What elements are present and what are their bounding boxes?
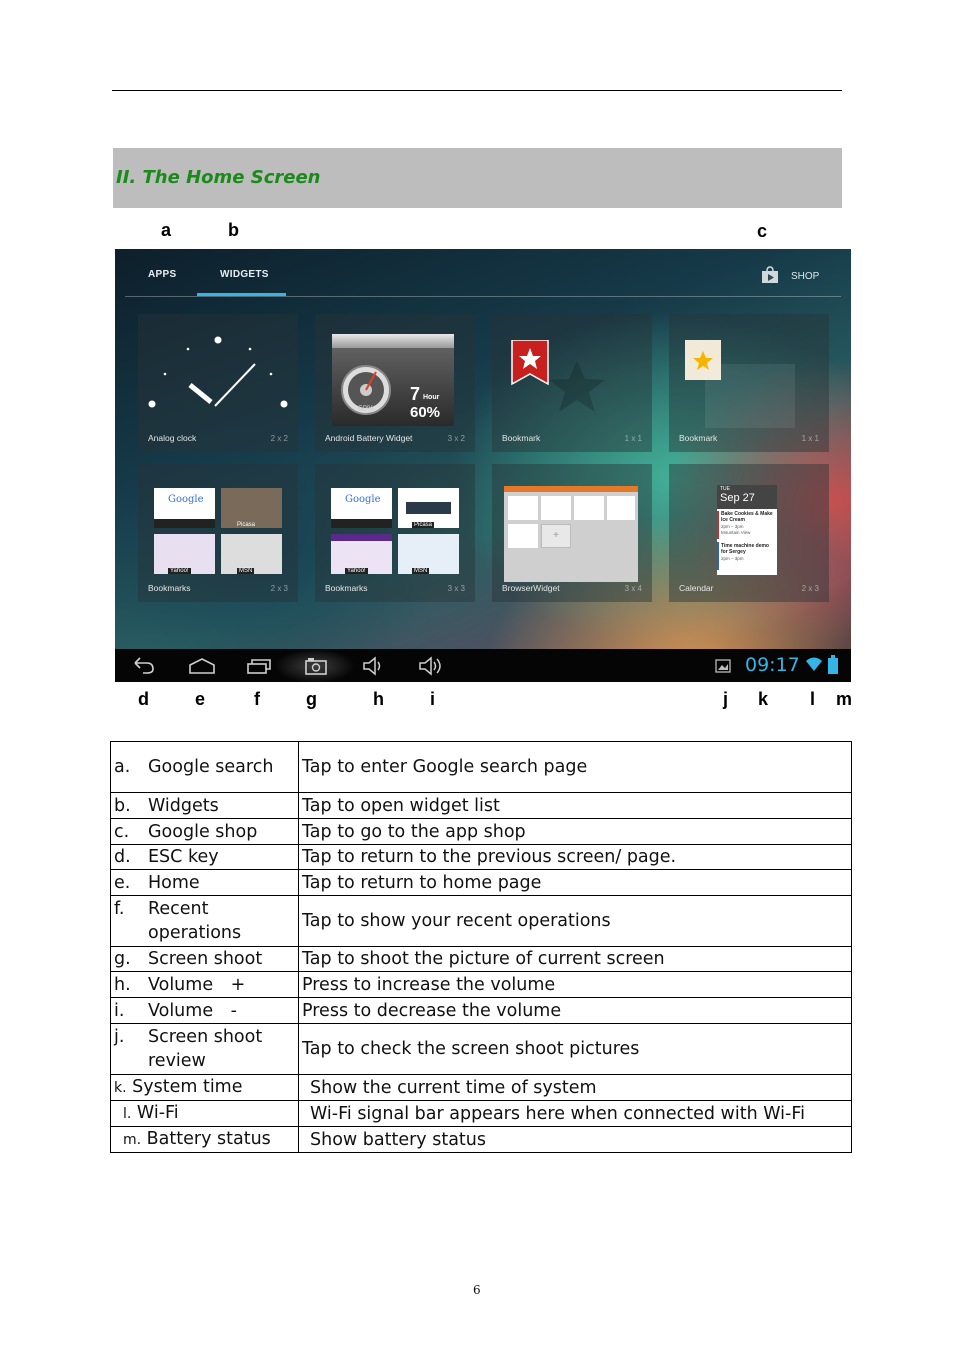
volume-up-icon[interactable] [417,655,445,677]
header-rule [112,90,842,91]
bookmark-ribbon-icon [510,340,550,386]
marker-m: m [836,689,853,709]
table-row: e. Home Tap to return to home page [111,870,852,896]
widget-label: Calendar [679,583,714,593]
widget-size: 3 x 3 [447,584,465,593]
bookmarks-grid: Google Picasa Yahoo! MSN [331,488,459,574]
home-screen-screenshot [115,249,851,682]
marker-j: j [723,689,729,709]
volume-down-icon[interactable] [361,655,387,677]
screenshot-camera-icon[interactable] [303,655,329,677]
table-row: b. Widgets Tap to open widget list [111,793,852,819]
marker-c: c [757,221,768,241]
battery-icon [827,655,839,675]
widget-browser[interactable] [492,464,652,602]
widget-bookmark-1[interactable] [492,314,652,452]
widget-bookmark-2[interactable] [669,314,829,452]
table-row: c. Google shop Tap to go to the app shop [111,819,852,845]
battery-hours-unit: Hour [423,394,440,401]
table-row: h. Volume + Press to increase the volume [111,972,852,998]
table-row: a. Google search Tap to enter Google search page [111,742,852,793]
widget-label: Analog clock [148,433,197,443]
calendar-preview: TUE Sep 27 Bake Cookies & Make Ice Cream 2pm – 3pm Mountain View Time machine demo for Sergey 2pm – 3pm [717,485,777,575]
table-row: j. Screen shoot review Tap to check the screen shoot pictures [111,1024,852,1075]
shop-button[interactable]: SHOP [791,271,820,282]
tab-bar [115,249,851,297]
tab-widgets[interactable]: WIDGETS [220,269,269,280]
table-row: d. ESC key Tap to return to the previous screen/ page. [111,845,852,870]
table-row: l. Wi-Fi Wi-Fi signal bar appears here when connected with Wi-Fi [111,1101,852,1127]
widget-label: Bookmarks [148,583,191,593]
home-screen-keys-table [110,741,852,1153]
widget-size: 3 x 4 [624,584,642,593]
browser-preview: + [504,486,638,582]
marker-f: f [254,689,260,709]
page-number: 6 [473,1283,481,1297]
gallery-image-icon[interactable] [715,658,731,674]
widget-label: Bookmarks [325,583,368,593]
widget-label: Bookmark [502,433,541,443]
widget-bookmarks-2[interactable] [315,464,475,602]
widget-label: Bookmark [679,433,718,443]
widget-label: BrowserWidget [502,583,560,593]
marker-g: g [306,689,317,709]
shop-bag-icon[interactable] [761,266,779,284]
marker-b: b [228,220,239,240]
widget-analog-clock[interactable] [138,314,298,452]
table-row: k. System time Show the current time of system [111,1075,852,1101]
widget-calendar[interactable] [669,464,829,602]
widget-label: Android Battery Widget [325,433,413,443]
star-watermark-icon [547,359,607,414]
home-icon[interactable] [187,655,217,677]
system-nav-bar [115,649,851,682]
marker-d: d [138,689,149,709]
analog-clock-icon [143,322,293,422]
widget-size: 2 x 3 [801,584,819,593]
table-row: f. Recent operations Tap to show your recent operations [111,896,852,947]
table-row: g. Screen shoot Tap to shoot the picture of current screen [111,947,852,972]
section-heading: II. The Home Screen [116,167,321,188]
table-row: m. Battery status Show battery status [111,1127,852,1153]
marker-i: i [430,689,436,709]
widget-bookmarks-1[interactable] [138,464,298,602]
wifi-icon [805,656,823,672]
widget-size: 2 x 2 [270,434,288,443]
marker-h: h [373,689,384,709]
marker-l: l [810,689,816,709]
gauge-readout: 60% [358,404,375,413]
back-icon[interactable] [131,655,157,677]
battery-percent: 60% [410,404,441,421]
tab-apps[interactable]: APPS [148,269,177,280]
widget-size: 2 x 3 [270,584,288,593]
marker-k: k [758,689,769,709]
battery-widget-preview [332,334,454,426]
battery-hours: 7 [410,384,421,404]
marker-e: e [195,689,206,709]
recent-apps-icon[interactable] [245,655,273,677]
table-row: i. Volume - Press to decrease the volume [111,998,852,1024]
tab-divider [125,296,841,297]
widget-size: 1 x 1 [624,434,642,443]
section-heading-bar [113,148,842,208]
system-time: 09:17 [745,654,800,676]
widget-battery[interactable] [315,314,475,452]
bookmarks-grid: Google Picasa Yahoo! MSN [154,488,282,574]
widget-size: 1 x 1 [801,434,819,443]
widget-size: 3 x 2 [447,434,465,443]
marker-a: a [161,220,172,240]
